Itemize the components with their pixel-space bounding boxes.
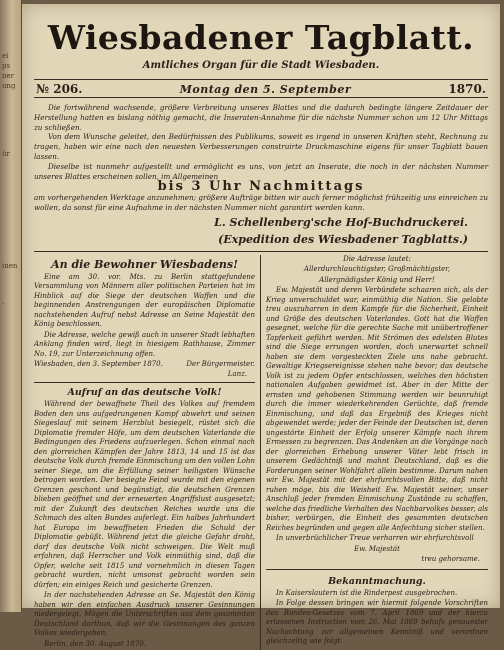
- printer-name: L. Schellenberg'sche Hof-Buchdruckerei.: [214, 215, 468, 229]
- edge-text: ür: [2, 150, 10, 158]
- announcement-block: [266, 569, 488, 647]
- address-closing: treu gehorsame.: [421, 555, 480, 564]
- notice-paragraph: Dieselbe ist nunmehr aufgestellt und ermöglicht es uns, von jetzt an Inserate, die noch in der nächsten Nummer unseres Blattes erscheinen sollen, im Allgemeinen: [34, 161, 488, 181]
- signature-role: Der Bürgermeister.: [186, 360, 255, 369]
- issue-year: 1870.: [448, 82, 486, 96]
- article-date: Berlin, den 30. August 1870.: [44, 639, 147, 648]
- issue-date: Montag den 5. September: [179, 83, 352, 96]
- edge-text: ung: [2, 82, 16, 90]
- address-intro: Die Adresse lautet:: [343, 254, 411, 263]
- signature-line: [34, 360, 255, 370]
- article-paragraph: Eine am 30. vor. Mts. zu Berlin stattgefundene Versammlung von Männern aller politischen Parteien hat im Hinblick auf die Siege der deutschen Waffen und die beginnenden Anstrengungen der europäischen Diplomatie nachstehenden Aufruf nebst Adresse an Seine Majestät den König beschlossen.: [34, 272, 255, 329]
- dateline: [34, 79, 488, 98]
- masthead-title: Wiesbadener Tagblatt.: [47, 18, 475, 57]
- notice-paragraph: Die fortwährend wachsende, größere Verbreitung unseres Blattes und die dadurch bedingte längere Zeitdauer der Herstellung hatten es bislang nöthig gemacht, die Inseraten-Annahme für die nächste Nummer schon um 12 Uhr Mittags zu schließen.: [34, 103, 488, 132]
- newspaper-page: [22, 4, 500, 648]
- two-column-body: [34, 255, 488, 650]
- article-paragraph: Während der bewaffnete Theil des Volkes auf fremdem Boden den uns aufgedrungenen Kampf abwehrt und seinen Siegeslauf mit seinem Herzblut besiegelt, rüstet sich die Diplomatie fremder Höfe, um dem deutschen Vaterlande die Bedingungen des Friedens aufzuerlegen. Schon einmal nach den glorreichen Kämpfen der Jahre 1813, 14 und 15 ist das deutsche Volk durch fremde Einmischung um den vollen Lohn seiner Siege, um die Erfüllung seiner heiligsten Wünsche betrogen worden. Der besiegte Feind wurde mit den eigenen Grenzen geschont und begünstigt, die deutschen Grenzen blieben geöffnet und der erneuerten Angriffslust ausgesetzt; mit der Zukunft des deutschen Reiches wurde uns die Schmach des alten Bundes auferlegt. Ein halbes Jahrhundert hat Europa im bewaffneten Frieden die Schuld der Diplomatie gebüßt. Während jetzt die gleiche Gefahr droht, darf das deutsche Volk nicht schweigen. Die Welt muß erfahren, daß Herrscher und Volk einmüthig sind, daß die Opfer, welche seit 1815 und vornehmlich in diesen Tagen gebracht wurden, nicht umsonst gebracht worden sein dürfen; ein einiges Reich und gesicherte Grenzen.: [34, 400, 255, 589]
- section-divider: [34, 251, 488, 252]
- notice-deadline: bis 3 Uhr Nachmittags: [157, 179, 365, 195]
- signature-place: Wiesbaden, den 3. September 1870.: [34, 360, 163, 369]
- left-column: [34, 255, 261, 650]
- notice-paragraph: Von dem Wunsche geleitet, den Bedürfnissen des Publikums, soweit es irgend in unseren Kräften steht, Rechnung zu tragen, haben wir eine nach den neuesten Verbesserungen construirte Druckmaschine eigens für unser Tagblatt bauen lassen.: [34, 132, 488, 161]
- notice-block: [34, 103, 488, 247]
- announcement-heading: Bekanntmachung.: [328, 575, 426, 587]
- masthead-subtitle: Amtliches Organ für die Stadt Wiesbaden.: [142, 60, 380, 71]
- edge-text: ei: [2, 52, 9, 60]
- adjacent-page-edge: [0, 0, 22, 612]
- article-heading: An die Bewohner Wiesbadens!: [51, 257, 238, 271]
- edge-text: inen: [2, 262, 18, 270]
- article-paragraph: Die Adresse, welche gewiß auch in unserer Stadt lebhaften Anklang finden wird, liegt in hiesigem Rathhause, Zimmer No. 19, zur Unterzeichnung offen.: [34, 330, 255, 358]
- printer-expedition: (Expedition des Wiesbadener Tagblatts.): [218, 232, 468, 246]
- address-salutation: Allergnädigster König und Herr!: [319, 275, 435, 284]
- address-salutation: Allerdurchlauchtigster, Großmächtigster,: [303, 265, 451, 274]
- address-paragraph: Ew. Majestät und deren Verbündete schaaren sich, als der Krieg unverschuldet war, einmüthig die Nation. Sie gelobte treu auszuharren in dem Kampfe für die Sicherheit, Einheit und Größe des deutschen Vaterlandes. Gott hat die Waffen gesegnet, welche für die gerechte Sache mit unübertroffener Tapferkeit geführt werden. Mit Strömen des edelsten Blutes sind die Siege errungen worden, doch unerwartet schnell haben sie dem vorgesteckten Ziele uns nahe gebracht. Gewaltige Kriegsereignisse stehen nahe bevor; das deutsche Volk ist zu jedem Opfer entschlossen, welches den höchsten nationalen Aufgaben gewidmet ist. Aber in der Mitte der ernsten und gehobenen Stimmung werden wir beunruhigt durch die immer wiederkehrenden Gerüchte, daß fremde Einmischung, und daß das Ergebniß des Krieges nicht abgewendet werde; jeder der Feinde der Deutschen ist, deren ungestörte Einheit der Erfolg unserer Kämpfe nach ihrem Ermessen zu begrenzen. Das Andenken an die Vorgänge nach der glorreichen Erhebung unserer Väter lebt frisch in unserem Gedächtniß und mahnt Deutschland, daß es die Forderungen seiner Wohlfahrt allein bestimme. Darum nahen wir Ew. Majestät mit der ehrfurchtsvollen Bitte, daß nicht ruhen möge, bis die Weisheit Ew. Majestät seiner, unser Anschluß jeder fremden Einmischung Zustände zu schaffen, welche das friedliche Verhalten des Nachbarvolkes besser, als bisher, verbürgen, die Einheit des gesammten deutschen Reiches begründen und gegen alle Anfechtung sicher stellen.: [266, 286, 488, 532]
- article-paragraph: In der nachstehenden Adresse an Se. Majestät den König haben wir den einfachen Ausdruck unserer Gesinnungen niedergelegt. Mögen die Unterschriften aus dem gesammten Deutschland darthun, daß wir die Gesinnungen des ganzen Volkes wiedergeben.: [34, 591, 255, 638]
- issue-number: № 206.: [36, 82, 83, 96]
- edge-text: ps: [2, 62, 11, 70]
- edge-text: ·: [2, 300, 5, 308]
- signature-name: Lanz.: [227, 369, 247, 378]
- column-rule: [34, 382, 255, 383]
- announcement-paragraph: In Kaiserslautern ist die Rinderpest ausgebrochen.: [276, 588, 458, 597]
- address-paragraph: In unverbrüchlicher Treue verharren wir ehrfurchtsvoll: [276, 534, 474, 543]
- address-closing: Ew. Majestät: [354, 544, 400, 553]
- right-column: [261, 255, 488, 650]
- edge-text: ner: [2, 72, 14, 80]
- notice-paragraph: am vorhergehenden Werktage anzunehmen; größere Aufträge bitten wir auch ferner möglichst frühzeitig uns einreichen zu wollen, da sonst für eine Aufnahme in der nächsten Nummer nicht garantirt werden kann.: [34, 193, 488, 212]
- article-heading: Aufruf an das deutsche Volk!: [67, 387, 222, 399]
- announcement-paragraph: In Folge dessen bringen wir hiermit folgende Vorschriften des Bundes-Gesetzes vom 7. April 1869 und der hierzu erlassenen Instruction vom 26. Mai 1869 behufs genauester Nachachtung zur allgemeinen Kenntniß und verordnen gleichzeitig wie folgt:: [266, 599, 488, 646]
